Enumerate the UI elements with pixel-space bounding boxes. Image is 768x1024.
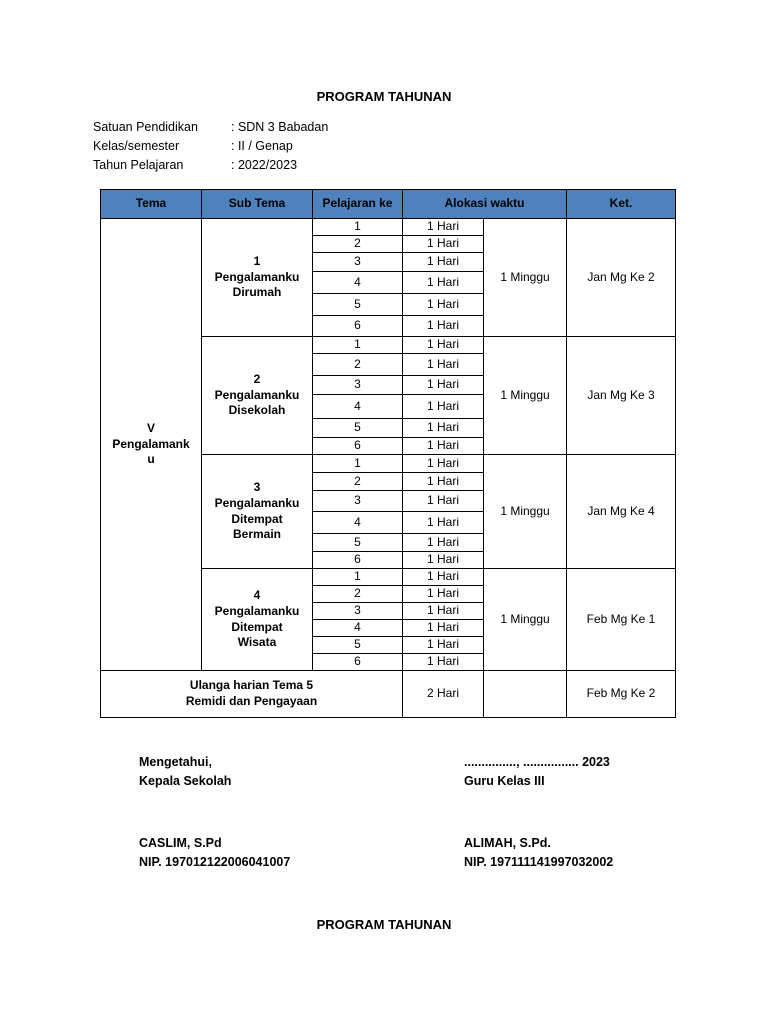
header-ket: Ket. xyxy=(567,190,676,219)
guru-kelas-name: ALIMAH, S.Pd. xyxy=(464,836,551,850)
page-title: PROGRAM TAHUNAN xyxy=(316,89,452,104)
info-value: : 2022/2023 xyxy=(231,158,298,172)
sub-tema-name: Bermain xyxy=(232,527,282,542)
hari-cell: 1 Hari xyxy=(403,491,484,512)
pelajaran-ke-cell: 6 xyxy=(313,316,403,337)
hari-cell: 1 Hari xyxy=(403,219,484,236)
pelajaran-ke-cell: 3 xyxy=(313,491,403,512)
sub-tema-cell-1 xyxy=(202,219,313,337)
header-pelajaran-ke: Pelajaran ke xyxy=(313,190,403,219)
sub-tema-cell-3 xyxy=(202,455,313,569)
info-value: : II / Genap xyxy=(231,139,293,153)
hari-cell: 1 Hari xyxy=(403,473,484,491)
pelajaran-ke-cell: 1 xyxy=(313,455,403,473)
hari-cell: 1 Hari xyxy=(403,455,484,473)
ket-cell: Jan Mg Ke 2 xyxy=(567,219,676,337)
alokasi-minggu-cell: 1 Minggu xyxy=(484,337,567,455)
ulangan-line: Remidi dan Pengayaan xyxy=(185,694,318,708)
hari-cell: 1 Hari xyxy=(403,316,484,337)
signature-right xyxy=(464,753,610,791)
ket-cell: Jan Mg Ke 4 xyxy=(567,455,676,569)
hari-cell: 1 Hari xyxy=(403,603,484,620)
hari-cell: 1 Hari xyxy=(403,620,484,637)
sub-tema-name: Ditempat xyxy=(231,619,283,634)
tema-cell xyxy=(101,219,202,671)
ulangan-empty-cell xyxy=(484,671,567,718)
pelajaran-ke-cell: 2 xyxy=(313,586,403,603)
sub-tema-cell-2 xyxy=(202,337,313,455)
sub-tema-number: 3 xyxy=(253,480,261,495)
table-body xyxy=(101,219,676,718)
info-row-kelas xyxy=(93,137,328,156)
sub-tema-name: Wisata xyxy=(237,635,277,650)
hari-cell: 1 Hari xyxy=(403,395,484,419)
hari-cell: 1 Hari xyxy=(403,236,484,253)
pelajaran-ke-cell: 6 xyxy=(313,438,403,455)
sub-tema-name: Dirumah xyxy=(232,285,282,300)
ulangan-alokasi-cell: 2 Hari xyxy=(403,671,484,718)
ulangan-ket-cell: Feb Mg Ke 2 xyxy=(567,671,676,718)
hari-cell: 1 Hari xyxy=(403,637,484,654)
hari-cell: 1 Hari xyxy=(403,354,484,376)
tema-number: V xyxy=(146,421,155,436)
tema-name-part1: Pengalamank xyxy=(112,436,190,451)
info-row-satuan xyxy=(93,118,328,137)
ulangan-line: Ulanga harian Tema 5 xyxy=(189,678,314,693)
hari-cell: 1 Hari xyxy=(403,552,484,569)
program-table xyxy=(100,189,676,718)
signature-right-name xyxy=(464,834,613,872)
sub-tema-name: Disekolah xyxy=(228,403,286,418)
pelajaran-ke-cell: 1 xyxy=(313,219,403,236)
pelajaran-ke-cell: 6 xyxy=(313,654,403,671)
sub-tema-number: 4 xyxy=(253,588,261,603)
pelajaran-ke-cell: 5 xyxy=(313,294,403,316)
pelajaran-ke-cell: 3 xyxy=(313,603,403,620)
info-label: Kelas/semester xyxy=(93,139,180,153)
header-sub-tema: Sub Tema xyxy=(202,190,313,219)
pelajaran-ke-cell: 5 xyxy=(313,534,403,552)
ket-cell: Feb Mg Ke 1 xyxy=(567,569,676,671)
hari-cell: 1 Hari xyxy=(403,253,484,272)
sub-tema-number: 2 xyxy=(253,372,261,387)
sub-tema-name: Pengalamanku xyxy=(214,603,300,618)
hari-cell: 1 Hari xyxy=(403,294,484,316)
table-row xyxy=(101,219,676,236)
mengetahui-text: Mengetahui, xyxy=(139,755,212,769)
sub-tema-cell-4 xyxy=(202,569,313,671)
pelajaran-ke-cell: 3 xyxy=(313,376,403,395)
hari-cell: 1 Hari xyxy=(403,438,484,455)
guru-kelas-text: Guru Kelas III xyxy=(464,774,545,788)
sub-tema-name: Pengalamanku xyxy=(214,269,300,284)
hari-cell: 1 Hari xyxy=(403,376,484,395)
header-tema: Tema xyxy=(101,190,202,219)
ket-cell: Jan Mg Ke 3 xyxy=(567,337,676,455)
signature-left-name xyxy=(139,834,290,872)
alokasi-minggu-cell: 1 Minggu xyxy=(484,455,567,569)
hari-cell: 1 Hari xyxy=(403,337,484,354)
table-row-ulangan xyxy=(101,671,676,718)
date-line: ..............., ................ 2023 xyxy=(464,755,610,769)
pelajaran-ke-cell: 1 xyxy=(313,569,403,586)
pelajaran-ke-cell: 4 xyxy=(313,395,403,419)
hari-cell: 1 Hari xyxy=(403,419,484,438)
signature-left xyxy=(139,753,231,791)
kepala-sekolah-nip: NIP. 197012122006041007 xyxy=(139,855,291,869)
info-row-tahun xyxy=(93,156,328,175)
pelajaran-ke-cell: 2 xyxy=(313,236,403,253)
guru-kelas-nip: NIP. 197111141997032002 xyxy=(464,855,614,869)
sub-tema-name: Pengalamanku xyxy=(214,387,300,402)
pelajaran-ke-cell: 6 xyxy=(313,552,403,569)
kepala-sekolah-name: CASLIM, S.Pd xyxy=(139,836,222,850)
pelajaran-ke-cell: 2 xyxy=(313,354,403,376)
hari-cell: 1 Hari xyxy=(403,654,484,671)
pelajaran-ke-cell: 3 xyxy=(313,253,403,272)
hari-cell: 1 Hari xyxy=(403,569,484,586)
pelajaran-ke-cell: 4 xyxy=(313,620,403,637)
sub-tema-name: Pengalamanku xyxy=(214,495,300,510)
alokasi-minggu-cell: 1 Minggu xyxy=(484,569,567,671)
pelajaran-ke-cell: 5 xyxy=(313,419,403,438)
info-label: Tahun Pelajaran xyxy=(93,158,184,172)
info-block xyxy=(93,118,328,175)
sub-tema-number: 1 xyxy=(253,254,261,269)
pelajaran-ke-cell: 4 xyxy=(313,512,403,534)
alokasi-minggu-cell: 1 Minggu xyxy=(484,219,567,337)
hari-cell: 1 Hari xyxy=(403,272,484,294)
pelajaran-ke-cell: 1 xyxy=(313,337,403,354)
kepala-sekolah-text: Kepala Sekolah xyxy=(139,774,232,788)
pelajaran-ke-cell: 2 xyxy=(313,473,403,491)
header-alokasi-waktu: Alokasi waktu xyxy=(403,190,567,219)
sub-tema-name: Ditempat xyxy=(231,511,283,526)
pelajaran-ke-cell: 5 xyxy=(313,637,403,654)
hari-cell: 1 Hari xyxy=(403,586,484,603)
info-value: : SDN 3 Babadan xyxy=(231,120,329,134)
hari-cell: 1 Hari xyxy=(403,512,484,534)
pelajaran-ke-cell: 4 xyxy=(313,272,403,294)
info-label: Satuan Pendidikan xyxy=(93,120,198,134)
footer-title: PROGRAM TAHUNAN xyxy=(316,917,452,932)
table-header-row xyxy=(101,190,676,219)
hari-cell: 1 Hari xyxy=(403,534,484,552)
tema-name-part2: u xyxy=(147,452,155,467)
ulangan-cell xyxy=(101,671,403,718)
